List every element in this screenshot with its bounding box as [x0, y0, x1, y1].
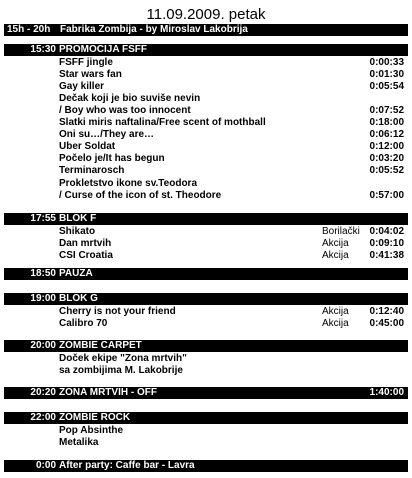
item-duration: 0:00:33 [369, 57, 404, 68]
block-time: 19:00 [30, 293, 56, 304]
block-time: 0:00 [35, 460, 56, 471]
block-name: BLOK F [59, 213, 97, 224]
program-item [0, 318, 412, 330]
program-item [0, 425, 412, 437]
item-duration: 0:06:12 [369, 129, 404, 141]
program-item [0, 117, 412, 129]
item-title: Star wars fan [59, 69, 122, 81]
program-item [0, 238, 412, 250]
block-time: 20:00 [30, 340, 56, 351]
program-item [0, 190, 412, 202]
item-title: FSFF jingle [59, 57, 113, 68]
header-bar [4, 24, 408, 36]
item-title: CSI Croatia [59, 250, 113, 262]
item-genre: Borilački [322, 226, 360, 237]
program-item [0, 129, 412, 141]
block-header [4, 412, 408, 424]
program-item [0, 93, 412, 105]
item-duration: 0:01:30 [369, 69, 404, 81]
block-name: After party: Caffe bar - Lavra [59, 460, 195, 471]
item-title: Dečak koji je bio suviše nevin [59, 93, 201, 105]
item-title: / Boy who was too innocent [59, 105, 191, 117]
program-item [0, 105, 412, 117]
item-genre: Akcija [322, 250, 349, 262]
program-item [0, 306, 412, 318]
item-duration: 0:12:40 [369, 306, 404, 317]
item-duration: 0:09:10 [369, 238, 404, 250]
block-time: 18:50 [30, 268, 56, 279]
item-title: Terminarosch [59, 165, 125, 177]
block-time: 15:30 [30, 44, 56, 55]
item-duration: 0:03:20 [369, 153, 404, 165]
item-title: Pop Absinthe [59, 425, 124, 436]
program-item [0, 226, 412, 238]
block-time: 17:55 [30, 213, 56, 224]
program-item [0, 81, 412, 93]
item-duration: 0:45:00 [369, 318, 404, 330]
item-title: Uber Soldat [59, 141, 116, 153]
block-time: 22:00 [30, 412, 56, 423]
item-duration: 0:41:38 [369, 250, 404, 262]
program-item [0, 437, 412, 449]
item-title: sa zombijima M. Lakobrije [59, 365, 183, 377]
block-name: ZOMBIE ROCK [59, 412, 131, 423]
block-name: BLOK G [59, 293, 98, 304]
item-title: / Curse of the icon of st. Theodore [59, 189, 222, 201]
block-header [4, 340, 408, 352]
program-item [0, 69, 412, 81]
block-duration: 1:40:00 [369, 387, 404, 398]
header-bar-text: Fabrika Zombija - by Miroslav Lakobrija [60, 24, 248, 35]
program-item [0, 365, 412, 377]
item-title: Prokletstvo ikone sv.Teodora [59, 177, 198, 189]
page-title: 11.09.2009. petak [146, 6, 266, 23]
program-item [0, 165, 412, 177]
item-genre: Akcija [322, 238, 349, 250]
block-name: PROMOCIJA FSFF [59, 44, 147, 55]
item-title: Gay killer [59, 81, 105, 93]
item-duration: 0:05:52 [369, 165, 404, 177]
block-time: 20:20 [30, 387, 56, 398]
item-genre: Akcija [322, 306, 349, 317]
item-duration: 0:04:02 [369, 226, 404, 237]
block-header [4, 44, 408, 56]
item-duration: 0:18:00 [369, 117, 404, 129]
block-name: ZONA MRTVIH - OFF [59, 387, 157, 398]
program-item [0, 250, 412, 262]
item-title: Slatki miris naftalina/Free scent of mothball [59, 117, 266, 129]
header-bar-time: 15h - 20h [7, 24, 51, 35]
block-header [4, 268, 408, 280]
program-item [0, 353, 412, 365]
item-duration: 0:12:00 [369, 141, 404, 153]
program-item [0, 153, 412, 165]
item-title: Metalika [59, 437, 99, 449]
item-duration: 0:57:00 [369, 189, 404, 201]
item-title: Calibro 70 [59, 318, 108, 330]
block-name: ZOMBIE CARPET [59, 340, 142, 351]
block-header [4, 460, 408, 472]
program-item [0, 57, 412, 69]
block-header [4, 293, 408, 305]
program-item [0, 178, 412, 190]
item-duration: 0:07:52 [369, 105, 404, 117]
item-genre: Akcija [322, 318, 349, 330]
block-header [4, 387, 408, 399]
block-name: PAUZA [59, 268, 93, 279]
item-title: Dan mrtvih [59, 238, 112, 250]
item-title: Doček ekipe "Zona mrtvih" [59, 353, 187, 364]
item-title: Cherry is not your friend [59, 306, 176, 317]
item-title: Oni su…/They are… [59, 129, 155, 141]
item-duration: 0:05:54 [369, 81, 404, 93]
block-header [4, 213, 408, 225]
item-title: Počelo je/It has begun [59, 153, 165, 165]
program-item [0, 141, 412, 153]
item-title: Shikato [59, 226, 96, 237]
